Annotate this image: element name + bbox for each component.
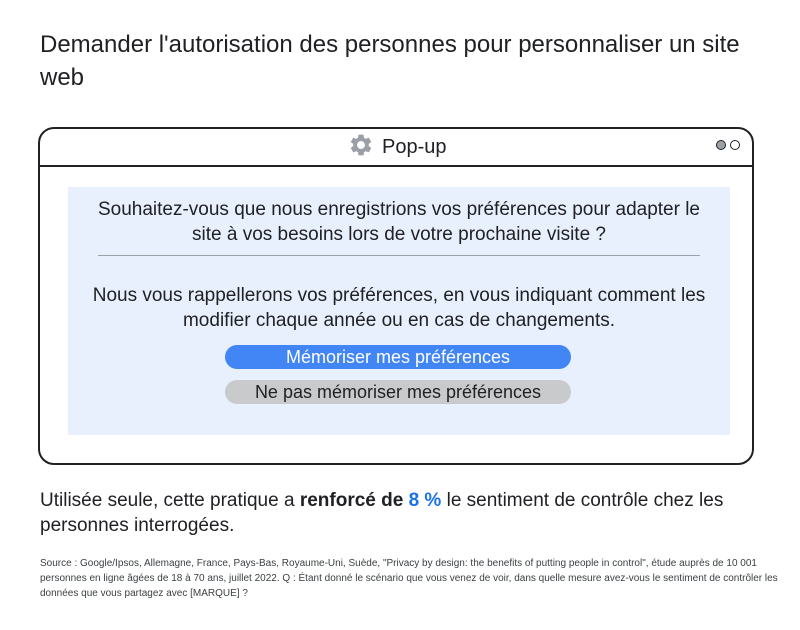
page-title: Demander l'autorisation des personnes pour personnaliser un site web (40, 31, 740, 91)
remember-preferences-button[interactable]: Mémoriser mes préférences (225, 345, 571, 369)
consent-panel (68, 187, 730, 435)
window-controls (716, 140, 740, 150)
do-not-remember-preferences-button[interactable]: Ne pas mémoriser mes préférences (225, 380, 571, 404)
popup-window (38, 127, 754, 465)
popup-titlebar (40, 129, 752, 167)
consent-info: Nous vous rappellerons vos préférences, en vous indiquant comment les modifier chaque année ou en cas de changements. (92, 285, 706, 331)
window-control-dot[interactable] (730, 140, 740, 150)
result-statement (40, 488, 760, 538)
popup-title-group (348, 133, 447, 161)
gear-icon (348, 132, 374, 163)
divider (98, 255, 700, 256)
source-note: Source : Google/Ipsos, Allemagne, France, Pays-Bas, Royaume-Uni, Suède, "Privacy by design: the benefits of putting people in control", étude auprès de 10 001 personnes en ligne âgées de 18 à 70 ans, juillet 2022. Q : Étant donné le scénario que vous venez de voir, dans quelle mesure avez-vous le sentiment de contrôler les données que vous partagez avec [MARQUE] ? (40, 558, 778, 599)
result-suffix: le sentiment de contrôle chez les personnes interrogées. (40, 490, 724, 536)
result-emphasis: renforcé de (299, 490, 404, 511)
result-percent: 8 % (408, 490, 442, 511)
consent-question: Souhaitez-vous que nous enregistrions vos préférences pour adapter le site à vos besoins lors de votre prochaine visite ? (97, 199, 701, 245)
window-control-dot[interactable] (716, 140, 726, 150)
result-prefix: Utilisée seule, cette pratique a (40, 490, 300, 511)
popup-title: Pop-up (382, 135, 447, 158)
